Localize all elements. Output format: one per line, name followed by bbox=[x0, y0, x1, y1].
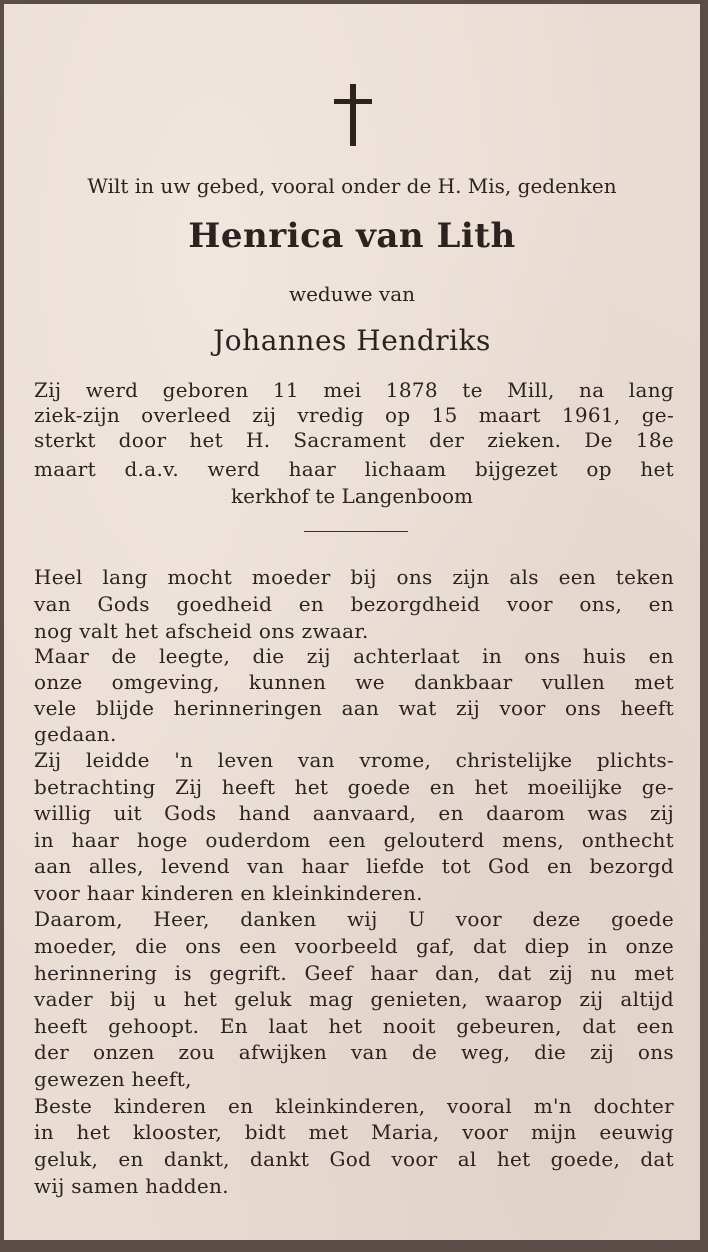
body-line: vader bij u het geluk mag genieten, waarop zij altijd bbox=[34, 987, 674, 1011]
body-line: in het klooster, bidt met Maria, voor mijn eeuwig bbox=[34, 1120, 674, 1144]
body-line: aan alles, levend van haar liefde tot God en bezorgd bbox=[34, 854, 674, 878]
body-line: willig uit Gods hand aanvaard, en daarom was zij bbox=[34, 801, 674, 825]
body-line: heeft gehoopt. En laat het nooit gebeuren, dat een bbox=[34, 1014, 674, 1038]
body-line: Heel lang mocht moeder bij ons zijn als een teken bbox=[34, 565, 674, 589]
divider bbox=[304, 531, 408, 532]
body-line: der onzen zou afwijken van de weg, die zij ons bbox=[34, 1040, 674, 1064]
memorial-card bbox=[4, 4, 700, 1240]
body-line: nog valt het afscheid ons zwaar. bbox=[34, 619, 369, 643]
deceased-name: Henrica van Lith bbox=[188, 216, 516, 256]
widow-of-line: weduwe van bbox=[288, 282, 416, 306]
husband-name: Johannes Hendriks bbox=[213, 324, 491, 357]
bio-line: kerkhof te Langenboom bbox=[230, 484, 473, 508]
body-line: betrachting Zij heeft het goede en het moeilijke ge- bbox=[34, 775, 674, 799]
body-line: voor haar kinderen en kleinkinderen. bbox=[34, 881, 423, 905]
bio-line: maart d.a.v. werd haar lichaam bijgezet op het bbox=[34, 457, 674, 481]
body-line: in haar hoge ouderdom een gelouterd mens, onthecht bbox=[34, 828, 674, 852]
bio-line: sterkt door het H. Sacrament der zieken. De 18e bbox=[34, 428, 674, 452]
body-line: Maar de leegte, die zij achterlaat in ons huis en bbox=[34, 644, 674, 668]
body-line: gedaan. bbox=[34, 722, 117, 746]
cross-icon bbox=[334, 84, 372, 146]
body-line: herinnering is gegrift. Geef haar dan, dat zij nu met bbox=[34, 961, 674, 985]
intro-line: Wilt in uw gebed, vooral onder de H. Mis, gedenken bbox=[87, 174, 617, 198]
body-line: moeder, die ons een voorbeeld gaf, dat diep in onze bbox=[34, 934, 674, 958]
body-line: geluk, en dankt, dankt God voor al het goede, dat bbox=[34, 1147, 674, 1171]
body-line: wij samen hadden. bbox=[34, 1174, 229, 1198]
body-line: vele blijde herinneringen aan wat zij voor ons heeft bbox=[34, 696, 674, 720]
bio-line: Zij werd geboren 11 mei 1878 te Mill, na lang bbox=[34, 378, 674, 402]
body-line: gewezen heeft, bbox=[34, 1067, 192, 1091]
body-line: Beste kinderen en kleinkinderen, vooral m'n dochter bbox=[34, 1094, 674, 1118]
body-line: onze omgeving, kunnen we dankbaar vullen met bbox=[34, 670, 674, 694]
body-line: Daarom, Heer, danken wij U voor deze goede bbox=[34, 907, 674, 931]
body-line: van Gods goedheid en bezorgdheid voor ons, en bbox=[34, 592, 674, 616]
bio-line: ziek-zijn overleed zij vredig op 15 maart 1961, ge- bbox=[34, 403, 674, 427]
body-line: Zij leidde 'n leven van vrome, christelijke plichts- bbox=[34, 748, 674, 772]
